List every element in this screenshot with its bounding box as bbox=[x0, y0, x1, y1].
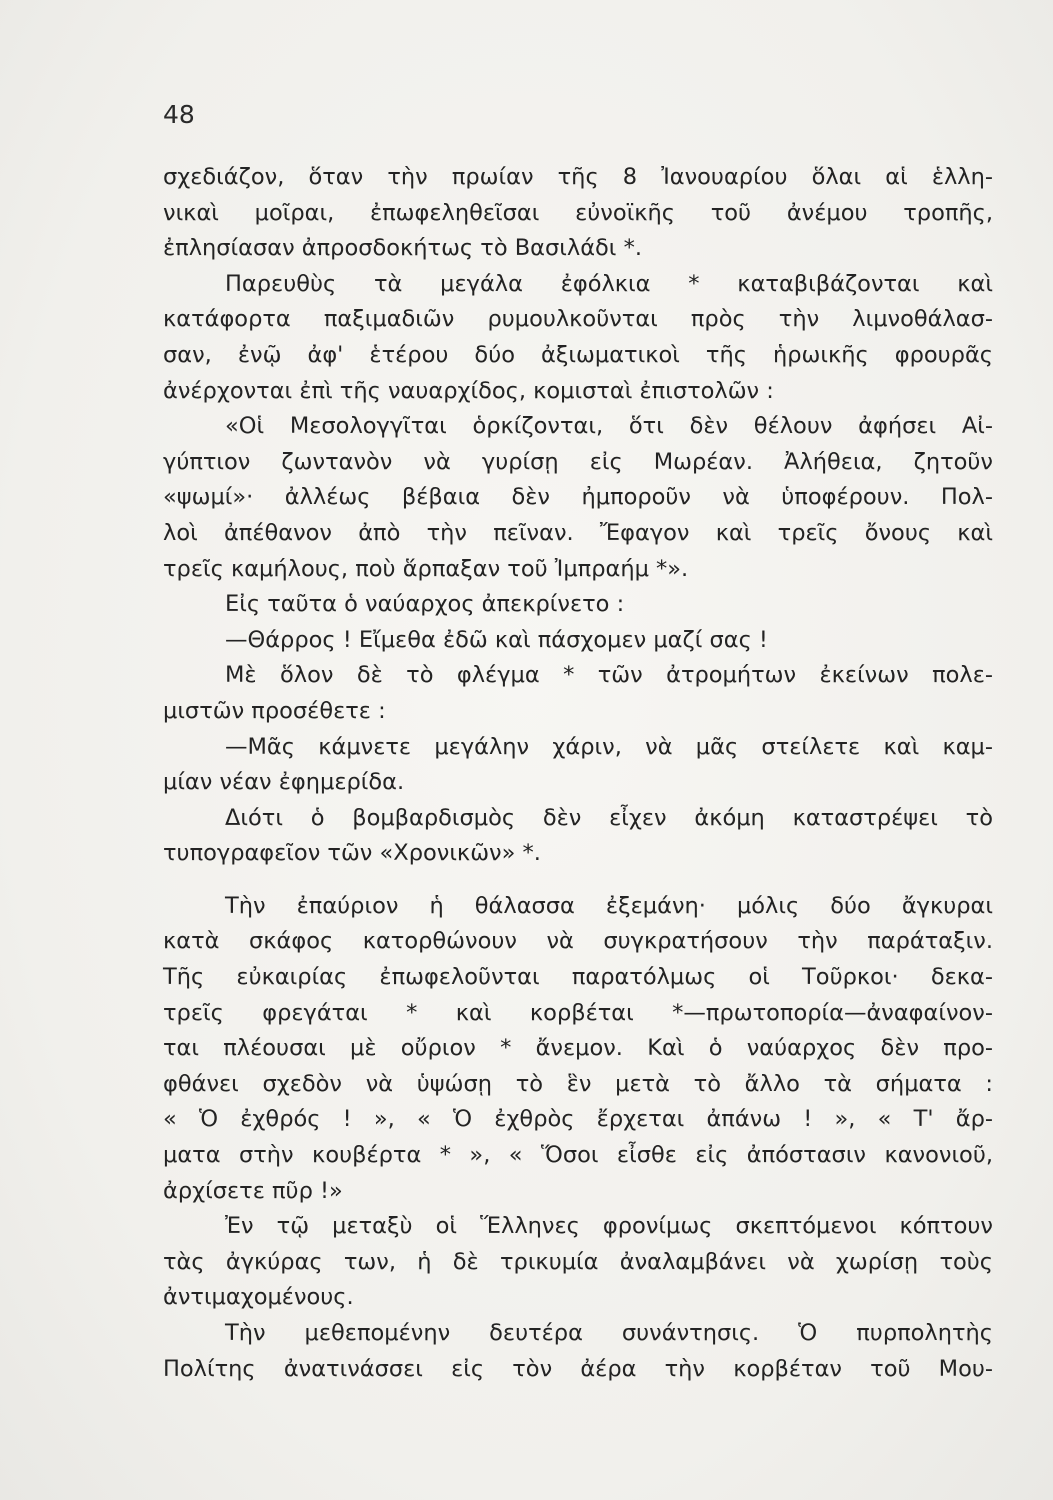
text-line: Τὴν μεθεπομένην δευτέρα συνάντησις. Ὁ πυρπολητὴς bbox=[225, 1320, 993, 1346]
text-line: Πολίτης ἀνατινάσσει εἰς τὸν ἀέρα τὴν κορβέταν τοῦ Μου- bbox=[163, 1355, 993, 1382]
text-line: —Μᾶς κάμνετε μεγάλην χάριν, νὰ μᾶς στείλετε καὶ καμ- bbox=[225, 733, 993, 760]
text-line: —Θάρρος ! Εἴμεθα ἐδῶ καὶ πάσχομεν μαζί σας ! bbox=[225, 626, 768, 653]
text-line: φθάνει σχεδὸν νὰ ὑψώσῃ τὸ ἓν μετὰ τὸ ἄλλο τὰ σήματα : bbox=[163, 1070, 993, 1097]
text-line: « Ὁ ἐχθρός ! », « Ὁ ἐχθρὸς ἔρχεται ἀπάνω ! », « Τ' ἄρ- bbox=[163, 1106, 993, 1133]
text-line: τυπογραφεῖον τῶν «Χρονικῶν» *. bbox=[163, 840, 541, 867]
text-line: μίαν νέαν ἐφημερίδα. bbox=[163, 769, 405, 796]
text-line: Παρευθὺς τὰ μεγάλα ἐφόλκια * καταβιβάζονται καὶ bbox=[225, 270, 993, 297]
text-line: ἀνέρχονται ἐπὶ τῆς ναυαρχίδος, κομισταὶ ἐπιστολῶν : bbox=[163, 377, 774, 404]
text-line: Διότι ὁ βομβαρδισμὸς δὲν εἶχεν ἀκόμη καταστρέψει τὸ bbox=[225, 804, 993, 831]
text-line: τρεῖς καμήλους, ποὺ ἅρπαξαν τοῦ Ἰμπραήμ *». bbox=[163, 555, 689, 582]
text-line: ματα στὴν κουβέρτα * », « Ὅσοι εἶσθε εἰς ἀπόστασιν κανονιοῦ, bbox=[163, 1142, 993, 1169]
text-line: ἐπλησίασαν ἀπροσδοκήτως τὸ Βασιλάδι *. bbox=[163, 235, 642, 262]
text-line: λοὶ ἀπέθανον ἀπὸ τὴν πεῖναν. Ἔφαγον καὶ τρεῖς ὄνους καὶ bbox=[163, 519, 993, 546]
body-text bbox=[163, 160, 993, 1387]
text-line: «Οἱ Μεσολογγῖται ὁρκίζονται, ὅτι δὲν θέλουν ἀφήσει Αἰ- bbox=[225, 413, 993, 440]
text-line: Ἐν τῷ μεταξὺ οἱ Ἕλληνες φρονίμως σκεπτόμενοι κόπτουν bbox=[225, 1213, 993, 1240]
text-line: «ψωμί»· ἀλλέως βέβαια δὲν ἠμποροῦν νὰ ὑποφέρουν. Πολ- bbox=[163, 484, 993, 511]
text-line: μιστῶν προσέθετε : bbox=[163, 697, 386, 724]
text-line: ται πλέουσαι μὲ οὔριον * ἄνεμον. Καὶ ὁ ναύαρχος δὲν προ- bbox=[163, 1035, 993, 1062]
text-line: ἀρχίσετε πῦρ !» bbox=[163, 1177, 343, 1204]
text-line: Τὴν ἐπαύριον ἡ θάλασσα ἐξεμάνη· μόλις δύο ἄγκυραι bbox=[225, 892, 993, 919]
text-line: σχεδιάζον, ὅταν τὴν πρωίαν τῆς 8 Ἰανουαρίου ὅλαι αἱ ἑλλη- bbox=[163, 164, 993, 190]
page-number: 48 bbox=[163, 100, 195, 129]
text-line: τὰς ἀγκύρας των, ἡ δὲ τρικυμία ἀναλαμβάνει νὰ χωρίσῃ τοὺς bbox=[163, 1248, 993, 1275]
text-line: Τῆς εὐκαιρίας ἐπωφελοῦνται παρατόλμως οἱ Τοῦρκοι· δεκα- bbox=[163, 964, 993, 991]
text-line: νικαὶ μοῖραι, ἐπωφεληθεῖσαι εὐνοϊκῆς τοῦ ἀνέμου τροπῆς, bbox=[163, 199, 993, 226]
section-gap bbox=[163, 872, 993, 889]
text-line: ἀντιμαχομένους. bbox=[163, 1284, 354, 1311]
text-line: κατὰ σκάφος κατορθώνουν νὰ συγκρατήσουν τὴν παράταξιν. bbox=[163, 928, 993, 955]
text-line: κατάφορτα παξιμαδιῶν ρυμουλκοῦνται πρὸς τὴν λιμνοθάλασ- bbox=[163, 306, 993, 333]
text-line: γύπτιον ζωντανὸν νὰ γυρίσῃ εἰς Μωρέαν. Ἀλήθεια, ζητοῦν bbox=[163, 448, 993, 475]
text-line: Μὲ ὅλον δὲ τὸ φλέγμα * τῶν ἀτρομήτων ἐκείνων πολε- bbox=[225, 662, 993, 689]
text-line: Εἰς ταῦτα ὁ ναύαρχος ἀπεκρίνετο : bbox=[225, 591, 625, 618]
text-line: τρεῖς φρεγάται * καὶ κορβέται *—πρωτοπορία—ἀναφαίνον- bbox=[163, 999, 993, 1026]
text-line: σαν, ἐνῷ ἀφ' ἑτέρου δύο ἀξιωματικοὶ τῆς ἡρωικῆς φρουρᾶς bbox=[163, 341, 993, 368]
